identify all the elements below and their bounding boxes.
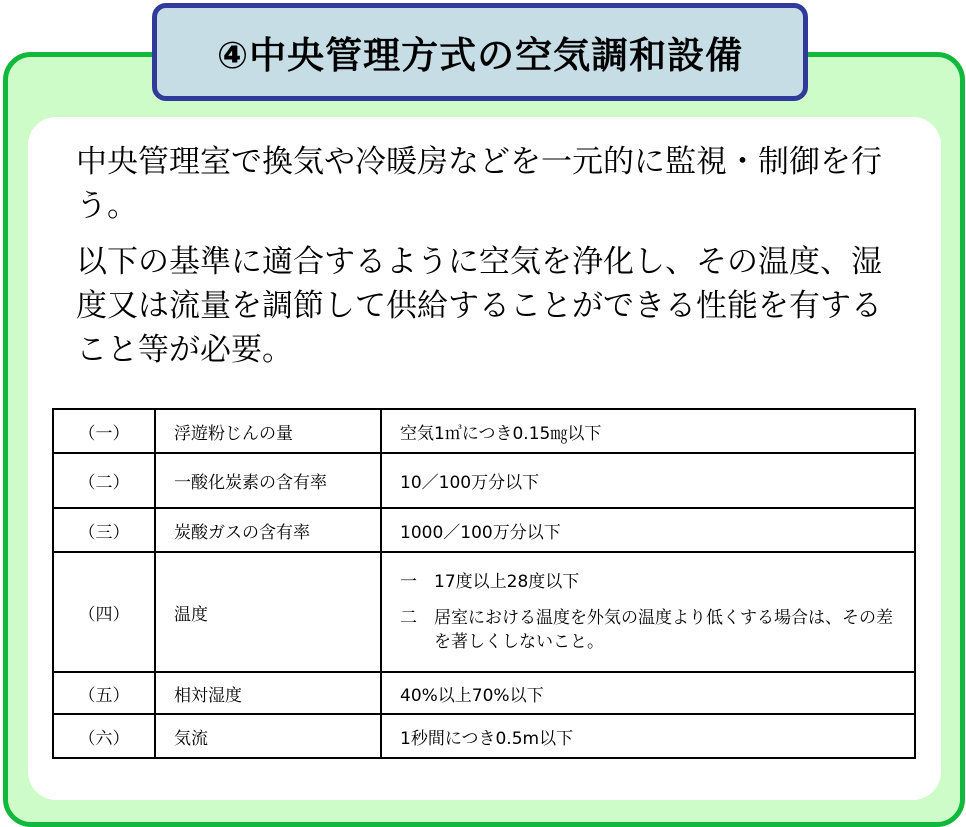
table-row [53, 453, 915, 508]
row-item: 相対湿度 [155, 672, 381, 714]
row-item: 気流 [155, 714, 381, 758]
table-row [53, 409, 915, 453]
table-row [53, 552, 915, 672]
row-value: 10／100万分以下 [381, 453, 915, 508]
row-item: 温度 [155, 552, 381, 672]
row-item: 一酸化炭素の含有率 [155, 453, 381, 508]
row-number: （六） [53, 714, 155, 758]
condition-text: 17度以上28度以下 [434, 572, 580, 592]
table-row [53, 672, 915, 714]
condition-number: 二 [400, 608, 417, 628]
row-number: （三） [53, 508, 155, 552]
temperature-conditions [400, 570, 914, 654]
description-paragraph-1: 中央管理室で換気や冷暖房などを一元的に監視・制御を行う。 [76, 144, 882, 224]
row-value: 40%以上70%以下 [381, 672, 915, 714]
table-row [53, 508, 915, 552]
condition-text: 居室における温度を外気の温度より低くする場合は、その差を著しくしないこと。 [434, 608, 893, 652]
description-paragraph-2: 以下の基準に適合するように空気を浄化し、その温度、湿度又は流量を調節して供給することができる性能を有すること等が必要。 [76, 244, 882, 368]
row-number: （一） [53, 409, 155, 453]
row-number: （二） [53, 453, 155, 508]
row-value: 1秒間につき0.5m以下 [381, 714, 915, 758]
row-value: 1000／100万分以下 [381, 508, 915, 552]
row-value [381, 552, 915, 672]
row-number: （五） [53, 672, 155, 714]
page-title: ④中央管理方式の空気調和設備 [152, 3, 808, 101]
row-value: 空気1㎥につき0.15㎎以下 [381, 409, 915, 453]
row-item: 浮遊粉じんの量 [155, 409, 381, 453]
condition-item [400, 570, 914, 594]
table-row [53, 714, 915, 758]
standards-table [52, 408, 916, 759]
row-item: 炭酸ガスの含有率 [155, 508, 381, 552]
condition-item [400, 606, 914, 654]
condition-number: 一 [400, 572, 417, 592]
row-number: （四） [53, 552, 155, 672]
